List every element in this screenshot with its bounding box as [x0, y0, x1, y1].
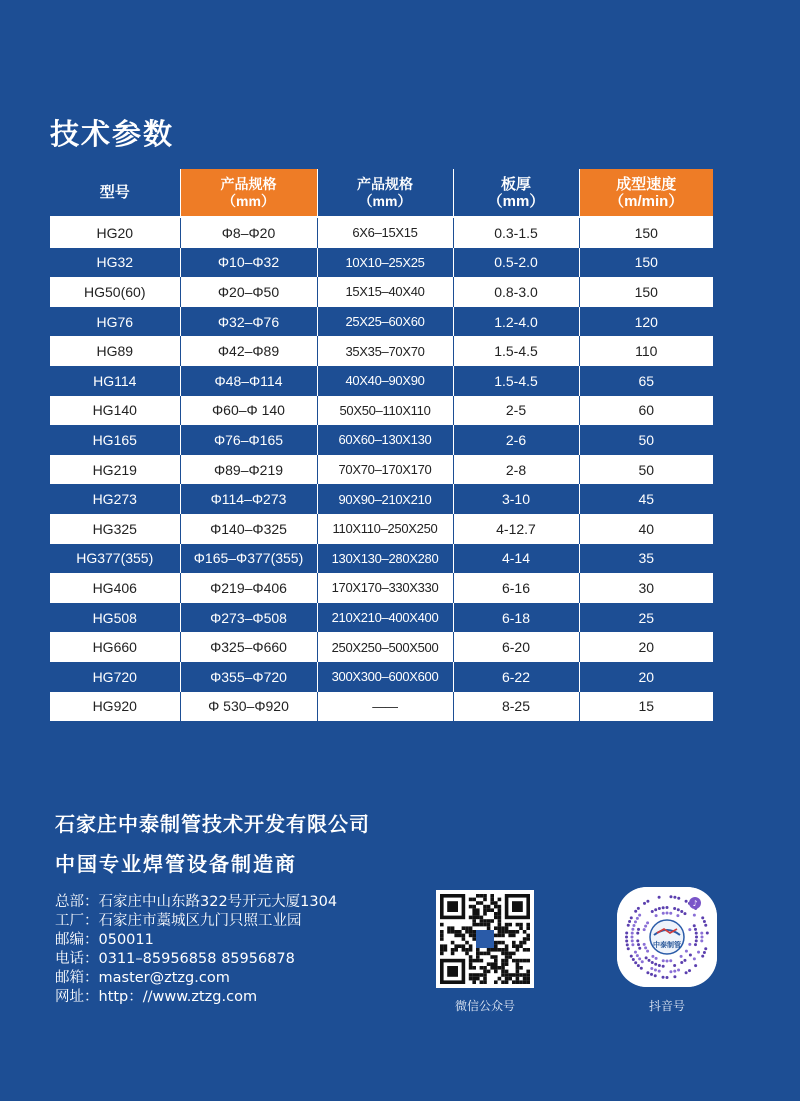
- cell-model: HG20: [50, 217, 180, 248]
- contact-value[interactable]: master@ztzg.com: [98, 970, 230, 986]
- cell-model: HG406: [50, 573, 180, 603]
- cell-spec-square: 90X90–210X210: [317, 484, 453, 514]
- cell-speed: 25: [579, 603, 713, 633]
- cell-spec-round: Φ355–Φ720: [180, 662, 317, 692]
- header-thickness: 板厚 （mm）: [453, 169, 579, 217]
- cell-model: HG508: [50, 603, 180, 633]
- table-row: [50, 632, 713, 662]
- cell-thickness: 1.5-4.5: [453, 366, 579, 396]
- cell-model: HG325: [50, 514, 180, 544]
- cell-speed: 40: [579, 514, 713, 544]
- douyin-caption: 抖音号: [648, 999, 685, 1013]
- contact-label: 总部：: [55, 894, 99, 910]
- cell-spec-square: 10X10–25X25: [317, 248, 453, 278]
- cell-speed: 35: [579, 544, 713, 574]
- cell-spec-round: Φ42–Φ89: [180, 336, 317, 366]
- company-slogan: 中国专业焊管设备制造商: [55, 852, 297, 876]
- table-row: [50, 217, 713, 248]
- cell-thickness: 6-20: [453, 632, 579, 662]
- cell-model: HG114: [50, 366, 180, 396]
- table-row: [50, 336, 713, 366]
- cell-thickness: 3-10: [453, 484, 579, 514]
- header-spec-square: 产品规格 （mm）: [317, 169, 453, 217]
- contact-label: 电话：: [55, 951, 99, 967]
- cell-spec-round: Φ20–Φ50: [180, 277, 317, 307]
- cell-spec-round: Φ8–Φ20: [180, 217, 317, 248]
- contact-label: 邮编：: [55, 932, 99, 948]
- cell-spec-round: Φ219–Φ406: [180, 573, 317, 603]
- cell-speed: 120: [579, 307, 713, 337]
- contact-value: 050011: [98, 932, 154, 948]
- cell-thickness: 1.2-4.0: [453, 307, 579, 337]
- page-title: 技术参数: [50, 117, 175, 151]
- table-row: [50, 425, 713, 455]
- wechat-caption: 微信公众号: [454, 999, 515, 1013]
- cell-model: HG219: [50, 455, 180, 485]
- contact-row: [55, 931, 337, 950]
- cell-speed: 20: [579, 632, 713, 662]
- wechat-qr-code-icon[interactable]: [436, 890, 534, 988]
- cell-speed: 150: [579, 217, 713, 248]
- cell-speed: 45: [579, 484, 713, 514]
- cell-speed: 50: [579, 455, 713, 485]
- cell-speed: 150: [579, 248, 713, 278]
- cell-thickness: 2-6: [453, 425, 579, 455]
- cell-spec-round: Φ325–Φ660: [180, 632, 317, 662]
- table-header-row: [50, 169, 713, 217]
- cell-spec-square: 70X70–170X170: [317, 455, 453, 485]
- cell-thickness: 4-12.7: [453, 514, 579, 544]
- cell-spec-square: 35X35–70X70: [317, 336, 453, 366]
- cell-spec-square: ——: [317, 692, 453, 722]
- contact-row: [55, 969, 337, 988]
- cell-model: HG32: [50, 248, 180, 278]
- cell-spec-square: 210X210–400X400: [317, 603, 453, 633]
- cell-speed: 110: [579, 336, 713, 366]
- table-row: [50, 544, 713, 574]
- cell-model: HG920: [50, 692, 180, 722]
- cell-spec-square: 300X300–600X600: [317, 662, 453, 692]
- table-row: [50, 484, 713, 514]
- cell-model: HG140: [50, 396, 180, 426]
- cell-thickness: 1.5-4.5: [453, 336, 579, 366]
- cell-model: HG89: [50, 336, 180, 366]
- cell-spec-round: Φ89–Φ219: [180, 455, 317, 485]
- cell-speed: 65: [579, 366, 713, 396]
- cell-spec-square: 130X130–280X280: [317, 544, 453, 574]
- cell-spec-round: Φ165–Φ377(355): [180, 544, 317, 574]
- contact-label: 工厂：: [55, 913, 99, 929]
- cell-thickness: 0.5-2.0: [453, 248, 579, 278]
- contact-row: [55, 988, 337, 1007]
- cell-speed: 60: [579, 396, 713, 426]
- cell-model: HG377(355): [50, 544, 180, 574]
- cell-spec-round: Φ114–Φ273: [180, 484, 317, 514]
- cell-speed: 20: [579, 662, 713, 692]
- table-row: [50, 455, 713, 485]
- cell-spec-square: 110X110–250X250: [317, 514, 453, 544]
- contact-row: [55, 912, 337, 931]
- cell-thickness: 0.8-3.0: [453, 277, 579, 307]
- table-row: [50, 692, 713, 722]
- cell-spec-square: 60X60–130X130: [317, 425, 453, 455]
- company-name: 石家庄中泰制管技术开发有限公司: [55, 812, 370, 836]
- cell-spec-round: Φ60–Φ 140: [180, 396, 317, 426]
- cell-spec-square: 250X250–500X500: [317, 632, 453, 662]
- cell-speed: 50: [579, 425, 713, 455]
- cell-model: HG720: [50, 662, 180, 692]
- table-row: [50, 366, 713, 396]
- contact-label: 邮箱：: [55, 970, 99, 986]
- cell-spec-square: 50X50–110X110: [317, 396, 453, 426]
- cell-model: HG165: [50, 425, 180, 455]
- table-row: [50, 248, 713, 278]
- table-row: [50, 396, 713, 426]
- cell-spec-square: 25X25–60X60: [317, 307, 453, 337]
- contact-value: 0311–85956858 85956878: [98, 951, 295, 967]
- cell-spec-square: 170X170–330X330: [317, 573, 453, 603]
- cell-speed: 30: [579, 573, 713, 603]
- contact-value[interactable]: http：//www.ztzg.com: [98, 989, 258, 1005]
- header-spec-round: 产品规格 （mm）: [180, 169, 317, 217]
- cell-spec-round: Φ10–Φ32: [180, 248, 317, 278]
- cell-spec-round: Φ48–Φ114: [180, 366, 317, 396]
- svg-text:♪: ♪: [692, 899, 698, 908]
- cell-thickness: 2-5: [453, 396, 579, 426]
- cell-model: HG50(60): [50, 277, 180, 307]
- contact-value: 石家庄中山东路322号开元大厦1304: [98, 894, 338, 910]
- cell-thickness: 6-16: [453, 573, 579, 603]
- cell-thickness: 6-18: [453, 603, 579, 633]
- cell-thickness: 4-14: [453, 544, 579, 574]
- cell-spec-square: 40X40–90X90: [317, 366, 453, 396]
- cell-thickness: 2-8: [453, 455, 579, 485]
- contact-block: [55, 893, 337, 1007]
- contact-row: [55, 950, 337, 969]
- cell-spec-round: Φ140–Φ325: [180, 514, 317, 544]
- douyin-qr-code-icon[interactable]: [617, 887, 717, 987]
- table-row: [50, 307, 713, 337]
- header-speed: 成型速度 （m/min）: [579, 169, 713, 217]
- cell-spec-round: Φ 530–Φ920: [180, 692, 317, 722]
- cell-speed: 150: [579, 277, 713, 307]
- cell-speed: 15: [579, 692, 713, 722]
- contact-label: 网址：: [55, 989, 99, 1005]
- table-row: [50, 573, 713, 603]
- cell-spec-round: Φ273–Φ508: [180, 603, 317, 633]
- table-row: [50, 662, 713, 692]
- contact-row: [55, 893, 337, 912]
- cell-model: HG660: [50, 632, 180, 662]
- cell-thickness: 8-25: [453, 692, 579, 722]
- cell-spec-round: Φ32–Φ76: [180, 307, 317, 337]
- cell-spec-square: 15X15–40X40: [317, 277, 453, 307]
- cell-thickness: 6-22: [453, 662, 579, 692]
- cell-model: HG273: [50, 484, 180, 514]
- table-row: [50, 277, 713, 307]
- contact-value: 石家庄市藁城区九门只照工业园: [98, 913, 302, 929]
- spec-table: [50, 169, 713, 721]
- cell-spec-square: 6X6–15X15: [317, 217, 453, 248]
- table-row: [50, 603, 713, 633]
- cell-spec-round: Φ76–Φ165: [180, 425, 317, 455]
- table-row: [50, 514, 713, 544]
- cell-model: HG76: [50, 307, 180, 337]
- cell-thickness: 0.3-1.5: [453, 217, 579, 248]
- header-model: 型号: [50, 169, 180, 217]
- douyin-logo-text: 中泰制管: [653, 941, 681, 949]
